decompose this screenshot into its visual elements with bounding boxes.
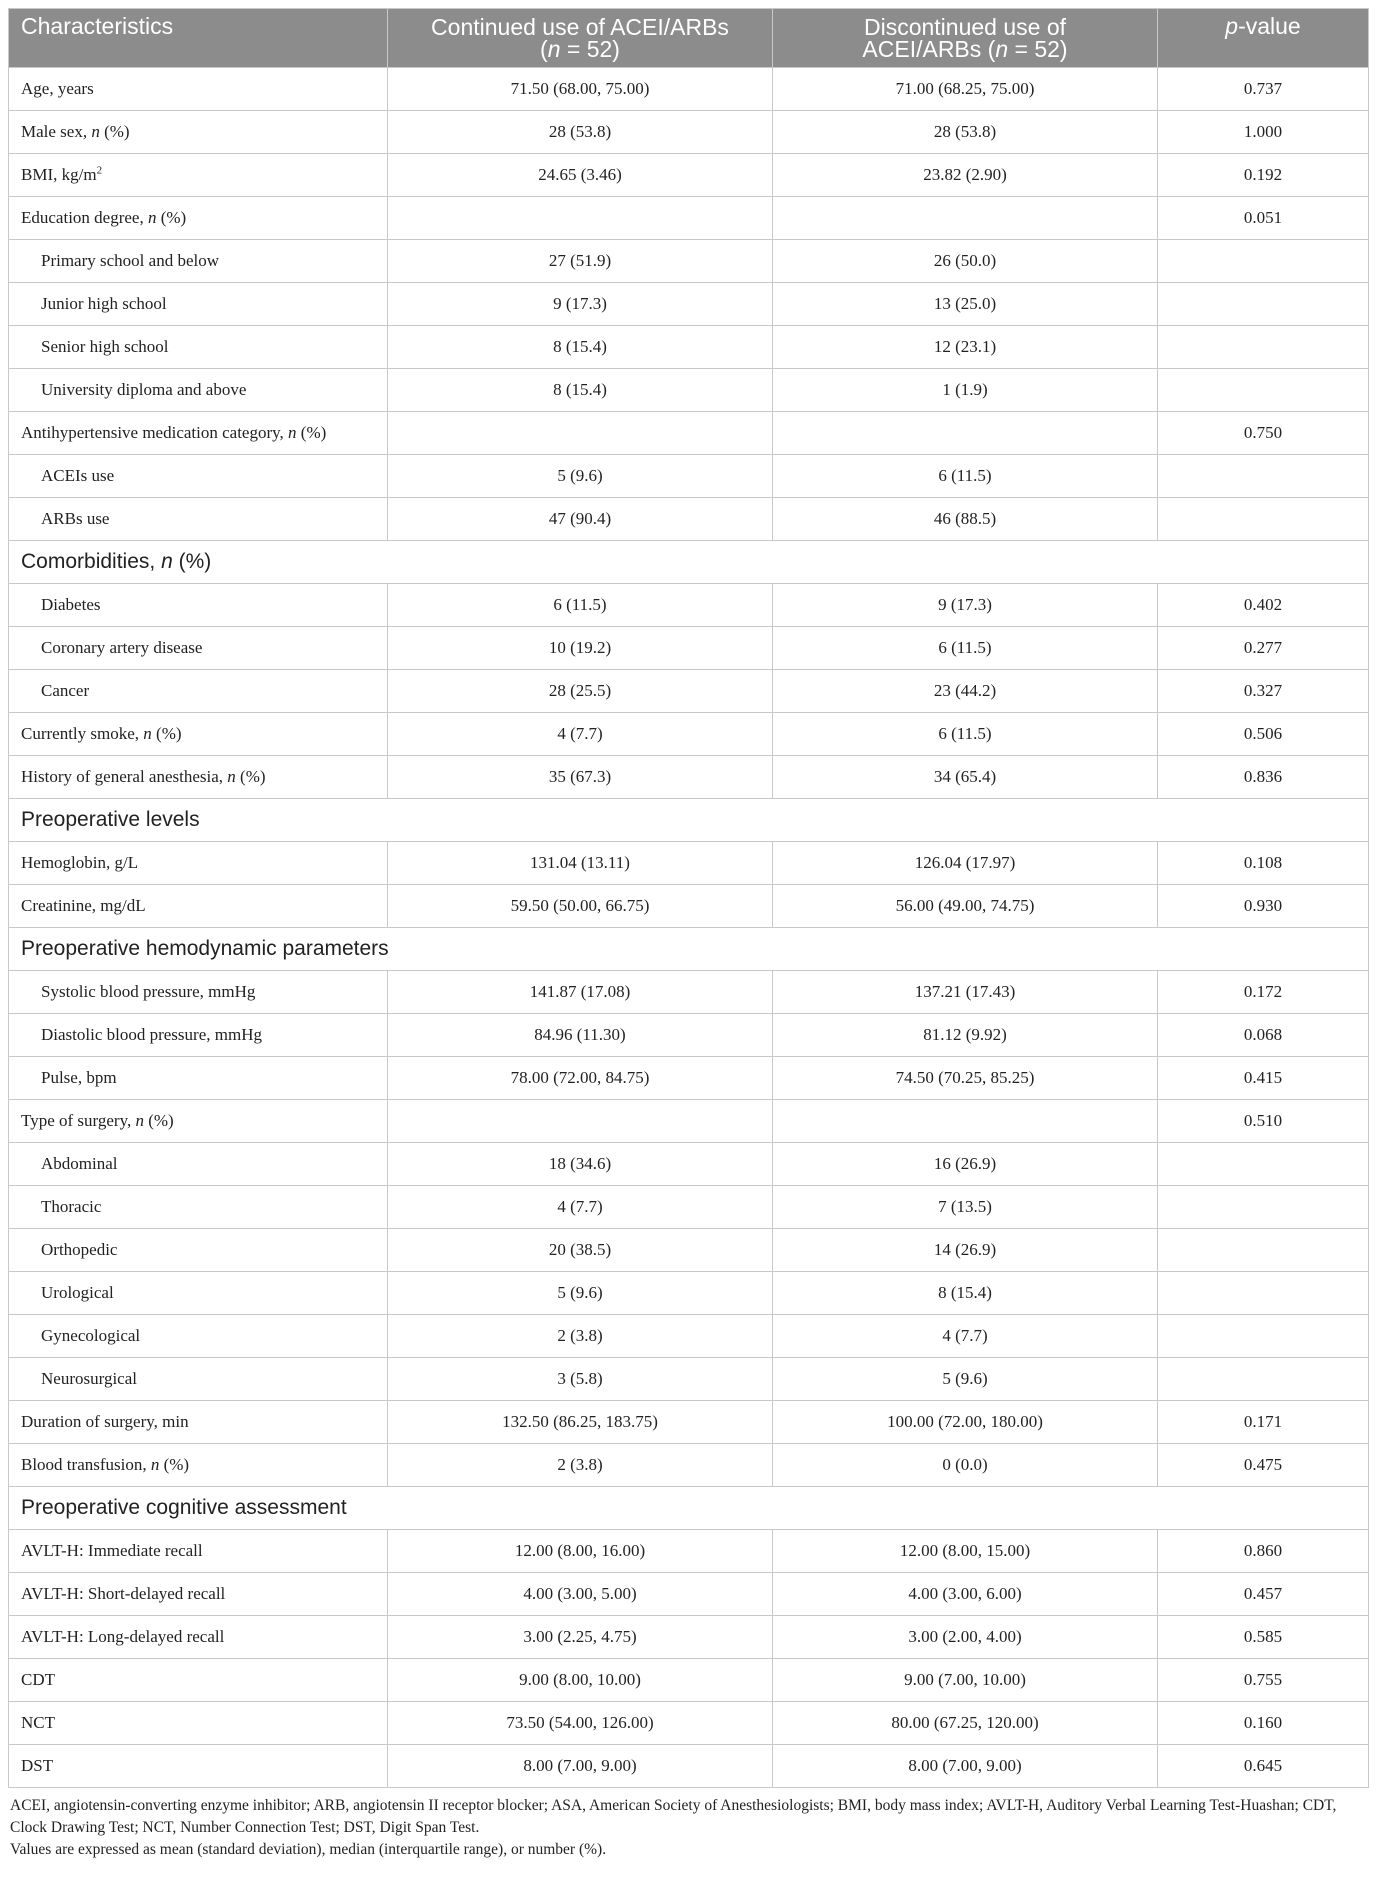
row-label: AVLT-H: Long-delayed recall bbox=[9, 1616, 388, 1659]
discontinued-value: 5 (9.6) bbox=[773, 1358, 1158, 1401]
row-label: Creatinine, mg/dL bbox=[9, 885, 388, 928]
section-header-row bbox=[9, 928, 1369, 971]
section-header-row bbox=[9, 799, 1369, 842]
discontinued-value: 13 (25.0) bbox=[773, 283, 1158, 326]
discontinued-value: 1 (1.9) bbox=[773, 369, 1158, 412]
discontinued-value: 8 (15.4) bbox=[773, 1272, 1158, 1315]
p-value bbox=[1158, 498, 1369, 541]
continued-value: 73.50 (54.00, 126.00) bbox=[388, 1702, 773, 1745]
table-row bbox=[9, 885, 1369, 928]
discontinued-value: 8.00 (7.00, 9.00) bbox=[773, 1745, 1158, 1788]
p-value bbox=[1158, 1143, 1369, 1186]
row-label: History of general anesthesia, n (%) bbox=[9, 756, 388, 799]
continued-value: 28 (53.8) bbox=[388, 111, 773, 154]
continued-value: 28 (25.5) bbox=[388, 670, 773, 713]
discontinued-value: 71.00 (68.25, 75.00) bbox=[773, 68, 1158, 111]
section-title: Preoperative hemodynamic parameters bbox=[9, 928, 1369, 971]
table-subrow bbox=[9, 369, 1369, 412]
row-label: Blood transfusion, n (%) bbox=[9, 1444, 388, 1487]
continued-value: 5 (9.6) bbox=[388, 455, 773, 498]
p-value: 0.277 bbox=[1158, 627, 1369, 670]
row-label: AVLT-H: Immediate recall bbox=[9, 1530, 388, 1573]
discontinued-value: 9 (17.3) bbox=[773, 584, 1158, 627]
p-value bbox=[1158, 369, 1369, 412]
discontinued-value: 100.00 (72.00, 180.00) bbox=[773, 1401, 1158, 1444]
p-value bbox=[1158, 455, 1369, 498]
section-title: Comorbidities, n (%) bbox=[9, 541, 1369, 584]
p-value: 0.051 bbox=[1158, 197, 1369, 240]
table-subrow bbox=[9, 283, 1369, 326]
discontinued-value: 6 (11.5) bbox=[773, 713, 1158, 756]
row-label: DST bbox=[9, 1745, 388, 1788]
p-value: 0.457 bbox=[1158, 1573, 1369, 1616]
p-value: 1.000 bbox=[1158, 111, 1369, 154]
table-footnote bbox=[8, 1795, 1368, 1861]
continued-value: 71.50 (68.00, 75.00) bbox=[388, 68, 773, 111]
table-row bbox=[9, 68, 1369, 111]
table-subrow bbox=[9, 971, 1369, 1014]
row-label: Urological bbox=[9, 1272, 388, 1315]
table-header bbox=[9, 9, 1369, 68]
continued-value bbox=[388, 1100, 773, 1143]
table-subrow bbox=[9, 1014, 1369, 1057]
continued-value: 5 (9.6) bbox=[388, 1272, 773, 1315]
row-label: Type of surgery, n (%) bbox=[9, 1100, 388, 1143]
discontinued-value: 14 (26.9) bbox=[773, 1229, 1158, 1272]
discontinued-value: 6 (11.5) bbox=[773, 627, 1158, 670]
row-label: Diastolic blood pressure, mmHg bbox=[9, 1014, 388, 1057]
continued-value: 141.87 (17.08) bbox=[388, 971, 773, 1014]
row-label: Orthopedic bbox=[9, 1229, 388, 1272]
table-subrow bbox=[9, 1315, 1369, 1358]
table-subrow bbox=[9, 627, 1369, 670]
discontinued-value: 4 (7.7) bbox=[773, 1315, 1158, 1358]
table-subrow bbox=[9, 1358, 1369, 1401]
row-label: CDT bbox=[9, 1659, 388, 1702]
table-row bbox=[9, 842, 1369, 885]
row-label: Education degree, n (%) bbox=[9, 197, 388, 240]
table-subrow bbox=[9, 670, 1369, 713]
discontinued-value: 34 (65.4) bbox=[773, 756, 1158, 799]
p-value: 0.068 bbox=[1158, 1014, 1369, 1057]
row-label: Cancer bbox=[9, 670, 388, 713]
continued-value: 59.50 (50.00, 66.75) bbox=[388, 885, 773, 928]
continued-value: 9 (17.3) bbox=[388, 283, 773, 326]
p-value: 0.645 bbox=[1158, 1745, 1369, 1788]
p-value: 0.192 bbox=[1158, 154, 1369, 197]
continued-value: 8 (15.4) bbox=[388, 369, 773, 412]
p-value bbox=[1158, 1229, 1369, 1272]
row-label: Abdominal bbox=[9, 1143, 388, 1186]
table-row bbox=[9, 1100, 1369, 1143]
p-value bbox=[1158, 283, 1369, 326]
row-label: ARBs use bbox=[9, 498, 388, 541]
continued-value: 4 (7.7) bbox=[388, 1186, 773, 1229]
table-row bbox=[9, 1444, 1369, 1487]
continued-value: 8.00 (7.00, 9.00) bbox=[388, 1745, 773, 1788]
header-continued: Continued use of ACEI/ARBs (n = 52) bbox=[388, 9, 773, 68]
discontinued-value: 3.00 (2.00, 4.00) bbox=[773, 1616, 1158, 1659]
continued-value: 4.00 (3.00, 5.00) bbox=[388, 1573, 773, 1616]
discontinued-value: 126.04 (17.97) bbox=[773, 842, 1158, 885]
continued-value: 3 (5.8) bbox=[388, 1358, 773, 1401]
discontinued-value: 0 (0.0) bbox=[773, 1444, 1158, 1487]
continued-value: 132.50 (86.25, 183.75) bbox=[388, 1401, 773, 1444]
row-label: Duration of surgery, min bbox=[9, 1401, 388, 1444]
row-label: Diabetes bbox=[9, 584, 388, 627]
p-value: 0.327 bbox=[1158, 670, 1369, 713]
characteristics-table bbox=[8, 8, 1369, 1788]
p-value: 0.475 bbox=[1158, 1444, 1369, 1487]
continued-value: 18 (34.6) bbox=[388, 1143, 773, 1186]
table-subrow bbox=[9, 1272, 1369, 1315]
continued-value: 2 (3.8) bbox=[388, 1444, 773, 1487]
p-value: 0.585 bbox=[1158, 1616, 1369, 1659]
row-label: ACEIs use bbox=[9, 455, 388, 498]
table-row bbox=[9, 1530, 1369, 1573]
header-discontinued: Discontinued use of ACEI/ARBs (n = 52) bbox=[773, 9, 1158, 68]
p-value: 0.930 bbox=[1158, 885, 1369, 928]
discontinued-value: 4.00 (3.00, 6.00) bbox=[773, 1573, 1158, 1616]
discontinued-value: 6 (11.5) bbox=[773, 455, 1158, 498]
row-label: Gynecological bbox=[9, 1315, 388, 1358]
row-label: Antihypertensive medication category, n (%) bbox=[9, 412, 388, 455]
p-value bbox=[1158, 1186, 1369, 1229]
discontinued-value: 56.00 (49.00, 74.75) bbox=[773, 885, 1158, 928]
p-value: 0.415 bbox=[1158, 1057, 1369, 1100]
discontinued-value bbox=[773, 412, 1158, 455]
discontinued-value bbox=[773, 1100, 1158, 1143]
discontinued-value: 16 (26.9) bbox=[773, 1143, 1158, 1186]
p-value: 0.108 bbox=[1158, 842, 1369, 885]
continued-value: 10 (19.2) bbox=[388, 627, 773, 670]
discontinued-value: 46 (88.5) bbox=[773, 498, 1158, 541]
row-label: Coronary artery disease bbox=[9, 627, 388, 670]
p-value: 0.755 bbox=[1158, 1659, 1369, 1702]
continued-value bbox=[388, 412, 773, 455]
discontinued-value: 26 (50.0) bbox=[773, 240, 1158, 283]
p-value: 0.750 bbox=[1158, 412, 1369, 455]
discontinued-value: 137.21 (17.43) bbox=[773, 971, 1158, 1014]
continued-value: 24.65 (3.46) bbox=[388, 154, 773, 197]
p-value: 0.860 bbox=[1158, 1530, 1369, 1573]
continued-value: 131.04 (13.11) bbox=[388, 842, 773, 885]
table-row bbox=[9, 154, 1369, 197]
section-title: Preoperative cognitive assessment bbox=[9, 1487, 1369, 1530]
continued-value: 4 (7.7) bbox=[388, 713, 773, 756]
table-row bbox=[9, 1745, 1369, 1788]
row-label: Systolic blood pressure, mmHg bbox=[9, 971, 388, 1014]
p-value: 0.506 bbox=[1158, 713, 1369, 756]
p-value: 0.172 bbox=[1158, 971, 1369, 1014]
table-subrow bbox=[9, 326, 1369, 369]
p-value bbox=[1158, 1358, 1369, 1401]
row-label: NCT bbox=[9, 1702, 388, 1745]
discontinued-value: 12.00 (8.00, 15.00) bbox=[773, 1530, 1158, 1573]
table-row bbox=[9, 1573, 1369, 1616]
continued-value: 3.00 (2.25, 4.75) bbox=[388, 1616, 773, 1659]
p-value: 0.737 bbox=[1158, 68, 1369, 111]
table-row bbox=[9, 197, 1369, 240]
p-value: 0.510 bbox=[1158, 1100, 1369, 1143]
table-body bbox=[9, 68, 1369, 1788]
row-label: BMI, $kg/m^2$ bbox=[9, 154, 388, 197]
row-label: Age, years bbox=[9, 68, 388, 111]
continued-value: 27 (51.9) bbox=[388, 240, 773, 283]
table-row bbox=[9, 713, 1369, 756]
continued-value bbox=[388, 197, 773, 240]
row-label: Currently smoke, n (%) bbox=[9, 713, 388, 756]
continued-value: 35 (67.3) bbox=[388, 756, 773, 799]
table-subrow bbox=[9, 1143, 1369, 1186]
footnote-abbreviations: ACEI, angiotensin-converting enzyme inhibitor; ARB, angiotensin II receptor blocker; ASA, American Society of Anesthesiologists; BMI, body mass index; AVLT-H, Auditory Verbal Learning Test-Huashan; CDT, Clock Drawing Test; NCT, Number Connection Test; DST, Digit Span Test. bbox=[10, 1797, 1337, 1836]
table-row bbox=[9, 1401, 1369, 1444]
p-value bbox=[1158, 240, 1369, 283]
table-row bbox=[9, 412, 1369, 455]
continued-value: 8 (15.4) bbox=[388, 326, 773, 369]
table-row bbox=[9, 1616, 1369, 1659]
table-row bbox=[9, 1702, 1369, 1745]
row-label: Junior high school bbox=[9, 283, 388, 326]
table-subrow bbox=[9, 1186, 1369, 1229]
discontinued-value: 23.82 (2.90) bbox=[773, 154, 1158, 197]
p-value bbox=[1158, 326, 1369, 369]
table-row bbox=[9, 756, 1369, 799]
row-label: Senior high school bbox=[9, 326, 388, 369]
continued-value: 78.00 (72.00, 84.75) bbox=[388, 1057, 773, 1100]
table-subrow bbox=[9, 240, 1369, 283]
row-label: AVLT-H: Short-delayed recall bbox=[9, 1573, 388, 1616]
header-p-value: p-value bbox=[1158, 9, 1369, 68]
discontinued-value: 28 (53.8) bbox=[773, 111, 1158, 154]
table-subrow bbox=[9, 584, 1369, 627]
discontinued-value: 74.50 (70.25, 85.25) bbox=[773, 1057, 1158, 1100]
discontinued-value: 7 (13.5) bbox=[773, 1186, 1158, 1229]
section-title: Preoperative levels bbox=[9, 799, 1369, 842]
continued-value: 47 (90.4) bbox=[388, 498, 773, 541]
table-row bbox=[9, 111, 1369, 154]
p-value: 0.160 bbox=[1158, 1702, 1369, 1745]
row-label: Male sex, n (%) bbox=[9, 111, 388, 154]
discontinued-value: 81.12 (9.92) bbox=[773, 1014, 1158, 1057]
table-row bbox=[9, 1659, 1369, 1702]
discontinued-value: 9.00 (7.00, 10.00) bbox=[773, 1659, 1158, 1702]
row-label: Hemoglobin, g/L bbox=[9, 842, 388, 885]
continued-value: 9.00 (8.00, 10.00) bbox=[388, 1659, 773, 1702]
continued-value: 6 (11.5) bbox=[388, 584, 773, 627]
table-subrow bbox=[9, 455, 1369, 498]
p-value: 0.171 bbox=[1158, 1401, 1369, 1444]
row-label: Neurosurgical bbox=[9, 1358, 388, 1401]
section-header-row bbox=[9, 541, 1369, 584]
discontinued-value: 23 (44.2) bbox=[773, 670, 1158, 713]
p-value bbox=[1158, 1315, 1369, 1358]
table-subrow bbox=[9, 1057, 1369, 1100]
p-value bbox=[1158, 1272, 1369, 1315]
continued-value: 2 (3.8) bbox=[388, 1315, 773, 1358]
row-label: Thoracic bbox=[9, 1186, 388, 1229]
table-subrow bbox=[9, 1229, 1369, 1272]
section-header-row bbox=[9, 1487, 1369, 1530]
footnote-values-note: Values are expressed as mean (standard deviation), median (interquartile range), or number (%). bbox=[10, 1841, 607, 1858]
header-characteristics: Characteristics bbox=[9, 9, 388, 68]
discontinued-value: 12 (23.1) bbox=[773, 326, 1158, 369]
discontinued-value bbox=[773, 197, 1158, 240]
row-label: Pulse, bpm bbox=[9, 1057, 388, 1100]
discontinued-value: 80.00 (67.25, 120.00) bbox=[773, 1702, 1158, 1745]
continued-value: 84.96 (11.30) bbox=[388, 1014, 773, 1057]
header-row bbox=[9, 9, 1369, 68]
p-value: 0.402 bbox=[1158, 584, 1369, 627]
table-container bbox=[8, 8, 1368, 1861]
continued-value: 12.00 (8.00, 16.00) bbox=[388, 1530, 773, 1573]
table-subrow bbox=[9, 498, 1369, 541]
row-label: University diploma and above bbox=[9, 369, 388, 412]
row-label: Primary school and below bbox=[9, 240, 388, 283]
continued-value: 20 (38.5) bbox=[388, 1229, 773, 1272]
p-value: 0.836 bbox=[1158, 756, 1369, 799]
